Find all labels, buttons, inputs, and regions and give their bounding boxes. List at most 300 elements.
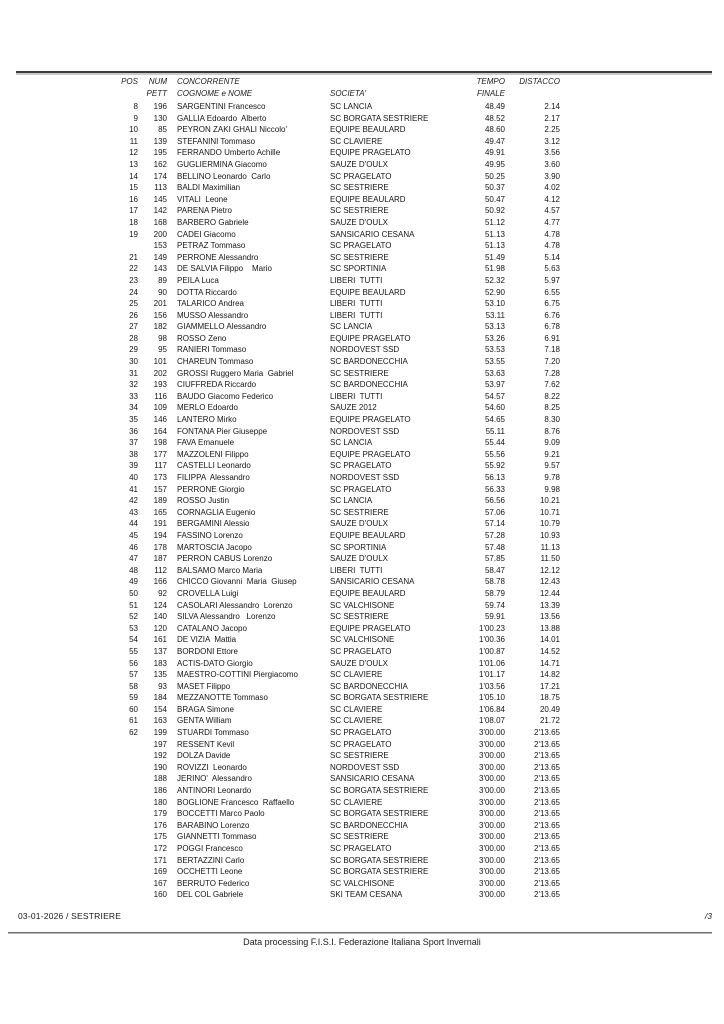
cell-final-time: 3'00.00 bbox=[479, 774, 505, 784]
cell-position: 31 bbox=[129, 368, 138, 378]
cell-athlete-name: FASSINO Lorenzo bbox=[177, 530, 243, 540]
cell-club: SAUZE D'OULX bbox=[330, 658, 388, 668]
cell-final-time: 54.57 bbox=[484, 391, 505, 401]
table-row bbox=[18, 136, 710, 148]
cell-bib-number: 85 bbox=[158, 125, 167, 135]
cell-bib-number: 93 bbox=[158, 681, 167, 691]
cell-athlete-name: MAESTRO-COTTINI Piergiacomo bbox=[177, 670, 298, 680]
cell-club: SC SESTRIERE bbox=[330, 368, 389, 378]
cell-bib-number: 179 bbox=[153, 809, 167, 819]
table-row bbox=[18, 855, 710, 867]
cell-bib-number: 173 bbox=[153, 473, 167, 482]
cell-athlete-name: BELLINO Leonardo Carlo bbox=[177, 171, 271, 181]
cell-final-time: 50.25 bbox=[484, 171, 505, 181]
cell-club: SC LANCIA bbox=[330, 438, 373, 448]
cell-gap: 9.09 bbox=[544, 438, 560, 448]
cell-bib-number: 192 bbox=[153, 751, 167, 761]
cell-athlete-name: PARENA Pietro bbox=[177, 206, 232, 216]
table-row bbox=[18, 866, 710, 878]
cell-athlete-name: MASET Filippo bbox=[177, 681, 231, 691]
cell-position: 19 bbox=[129, 229, 138, 239]
cell-athlete-name: CASTELLI Leonardo bbox=[177, 461, 251, 471]
cell-gap: 4.57 bbox=[544, 206, 560, 216]
cell-athlete-name: BAUDO Giacomo Federico bbox=[177, 391, 274, 401]
cell-position: 30 bbox=[129, 357, 138, 367]
cell-gap: 2'13.65 bbox=[534, 855, 560, 865]
table-row bbox=[18, 611, 710, 623]
results-rows bbox=[18, 101, 710, 901]
table-row bbox=[18, 472, 710, 484]
cell-athlete-name: CHICCO Giovanni Maria Giusep bbox=[177, 577, 297, 587]
cell-bib-number: 165 bbox=[153, 507, 167, 517]
cell-final-time: 51.13 bbox=[484, 241, 505, 251]
cell-position: 11 bbox=[129, 136, 138, 146]
cell-position: 46 bbox=[129, 542, 138, 552]
cell-final-time: 1'08.07 bbox=[479, 716, 505, 726]
cell-bib-number: 163 bbox=[153, 716, 167, 726]
cell-club: SC BORGATA SESTRIERE bbox=[330, 786, 429, 796]
cell-club: SC PRAGELATO bbox=[330, 646, 392, 656]
cell-position bbox=[18, 773, 138, 785]
cell-final-time: 1'00.23 bbox=[479, 623, 505, 633]
cell-final-time: 3'00.00 bbox=[479, 867, 505, 877]
cell-club: NORDOVEST SSD bbox=[330, 426, 400, 436]
cell-athlete-name: GIANNETTI Tommaso bbox=[177, 832, 257, 842]
cell-final-time: 3'00.00 bbox=[479, 855, 505, 865]
cell-athlete-name: GIAMMELLO Alessandro bbox=[177, 322, 267, 332]
cell-bib-number: 172 bbox=[153, 844, 167, 853]
header-concorrente: CONCORRENTE bbox=[177, 77, 240, 86]
cell-final-time: 49.95 bbox=[484, 159, 505, 169]
cell-gap: 3.12 bbox=[544, 136, 560, 146]
cell-club: SAUZE 2012 bbox=[330, 403, 377, 413]
cell-position: 51 bbox=[129, 600, 138, 610]
cell-athlete-name: STEFANINI Tommaso bbox=[177, 136, 256, 146]
cell-position: 48 bbox=[129, 565, 138, 575]
cell-position bbox=[18, 785, 138, 797]
cell-gap: 12.44 bbox=[539, 588, 560, 598]
cell-gap: 2'13.65 bbox=[534, 751, 560, 761]
cell-athlete-name: BORDONI Ettore bbox=[177, 646, 238, 656]
table-row bbox=[18, 449, 710, 461]
table-row bbox=[18, 321, 710, 333]
cell-club: SKI TEAM CESANA bbox=[330, 890, 403, 900]
cell-gap: 8.25 bbox=[544, 403, 560, 413]
cell-gap: 14.71 bbox=[539, 658, 560, 668]
cell-gap: 2'13.65 bbox=[534, 832, 560, 842]
results-table-header bbox=[18, 76, 710, 99]
cell-bib-number: 135 bbox=[153, 670, 167, 680]
cell-final-time: 3'00.00 bbox=[479, 820, 505, 830]
cell-gap: 5.14 bbox=[544, 252, 560, 262]
footer-page-number: /3 bbox=[704, 911, 712, 921]
cell-gap: 6.75 bbox=[544, 299, 560, 309]
cell-position: 38 bbox=[129, 449, 138, 459]
table-row bbox=[18, 576, 710, 588]
cell-club: SC CLAVIERE bbox=[330, 797, 383, 807]
footer-data-processing: Data processing F.I.S.I. Federazione Italiana Sport Invernali bbox=[243, 937, 481, 947]
cell-gap: 7.20 bbox=[544, 357, 560, 367]
cell-position: 59 bbox=[129, 693, 138, 703]
cell-gap: 4.78 bbox=[544, 241, 560, 251]
cell-gap: 4.77 bbox=[544, 217, 560, 227]
cell-club: SC CLAVIERE bbox=[330, 704, 383, 714]
table-row bbox=[18, 530, 710, 542]
cell-athlete-name: CATALANO Jacopo bbox=[177, 623, 247, 633]
cell-bib-number: 164 bbox=[153, 426, 167, 436]
cell-athlete-name: SILVA Alessandro Lorenzo bbox=[177, 612, 276, 622]
cell-bib-number: 89 bbox=[158, 275, 167, 285]
cell-gap: 4.12 bbox=[544, 194, 560, 204]
cell-bib-number: 113 bbox=[154, 183, 167, 193]
cell-club: SC PRAGELATO bbox=[330, 241, 392, 251]
cell-position bbox=[18, 843, 138, 855]
cell-athlete-name: MERLO Edoardo bbox=[177, 403, 238, 413]
cell-athlete-name: FILIPPA Alessandro bbox=[177, 473, 250, 482]
cell-athlete-name: OCCHETTI Leone bbox=[177, 867, 243, 877]
cell-bib-number: 120 bbox=[153, 623, 167, 633]
cell-final-time: 59.74 bbox=[484, 600, 505, 610]
table-row bbox=[18, 147, 710, 159]
header-spacer bbox=[330, 76, 460, 88]
table-row bbox=[18, 194, 710, 206]
cell-position bbox=[18, 750, 138, 762]
cell-bib-number: 200 bbox=[153, 229, 167, 239]
cell-bib-number: 160 bbox=[153, 890, 167, 900]
cell-final-time: 49.47 bbox=[484, 136, 505, 146]
table-row bbox=[18, 634, 710, 646]
cell-bib-number: 143 bbox=[153, 264, 167, 274]
cell-final-time: 51.13 bbox=[484, 229, 505, 239]
table-row bbox=[18, 588, 710, 600]
table-row bbox=[18, 205, 710, 217]
table-row bbox=[18, 426, 710, 438]
cell-athlete-name: DOTTA Riccardo bbox=[177, 287, 237, 297]
cell-athlete-name: STUARDI Tommaso bbox=[177, 728, 249, 738]
cell-position: 42 bbox=[129, 496, 138, 506]
cell-athlete-name: ANTINORI Leonardo bbox=[177, 786, 252, 796]
table-row bbox=[18, 507, 710, 519]
cell-club: SC SESTRIERE bbox=[330, 252, 389, 262]
cell-gap: 18.75 bbox=[539, 693, 560, 703]
cell-final-time: 53.10 bbox=[484, 299, 505, 309]
cell-gap: 11.13 bbox=[540, 542, 560, 552]
table-row bbox=[18, 113, 710, 125]
cell-club: SC SESTRIERE bbox=[330, 507, 389, 517]
cell-club: LIBERI TUTTI bbox=[330, 275, 383, 285]
cell-athlete-name: LANTERO Mirko bbox=[177, 415, 237, 425]
cell-gap: 9.21 bbox=[544, 449, 560, 459]
cell-athlete-name: PERRONE Alessandro bbox=[177, 252, 259, 262]
cell-club: SC SESTRIERE bbox=[330, 612, 389, 622]
cell-final-time: 48.49 bbox=[484, 102, 505, 111]
cell-position: 57 bbox=[129, 670, 138, 680]
cell-position bbox=[18, 240, 138, 252]
cell-club: SC CLAVIERE bbox=[330, 670, 383, 680]
table-row bbox=[18, 831, 710, 843]
header-row-2 bbox=[18, 88, 710, 100]
cell-club: EQUIPE PRAGELATO bbox=[330, 623, 411, 633]
cell-club: EQUIPE BEAULARD bbox=[330, 530, 406, 540]
cell-bib-number: 190 bbox=[153, 762, 167, 772]
table-row bbox=[18, 229, 710, 241]
header-pett: PETT bbox=[146, 88, 167, 98]
cell-athlete-name: ROSSO Justin bbox=[177, 496, 230, 506]
cell-athlete-name: PETRAZ Tommaso bbox=[177, 241, 246, 251]
cell-gap: 8.22 bbox=[544, 391, 560, 401]
cell-athlete-name: DEL COL Gabriele bbox=[177, 890, 244, 900]
cell-athlete-name: CROVELLA Luigi bbox=[177, 588, 239, 598]
cell-final-time: 55.92 bbox=[484, 461, 505, 471]
cell-position: 32 bbox=[129, 380, 138, 390]
table-row bbox=[18, 785, 710, 797]
cell-final-time: 3'00.00 bbox=[479, 797, 505, 807]
cell-bib-number: 202 bbox=[153, 368, 167, 378]
cell-bib-number: 171 bbox=[153, 855, 167, 865]
cell-final-time: 3'00.00 bbox=[479, 890, 505, 900]
cell-gap: 2'13.65 bbox=[534, 809, 560, 819]
cell-position: 21 bbox=[129, 252, 138, 262]
table-row bbox=[18, 414, 710, 426]
cell-athlete-name: DOLZA Davide bbox=[177, 751, 231, 761]
cell-athlete-name: CORNAGLIA Eugenio bbox=[177, 507, 256, 517]
table-row bbox=[18, 843, 710, 855]
cell-athlete-name: GALLIA Edoardo Alberto bbox=[177, 113, 267, 123]
table-row bbox=[18, 820, 710, 832]
cell-gap: 9.57 bbox=[544, 461, 560, 471]
cell-bib-number: 194 bbox=[153, 530, 167, 540]
cell-bib-number: 112 bbox=[154, 565, 167, 575]
cell-final-time: 3'00.00 bbox=[479, 878, 505, 888]
cell-gap: 6.78 bbox=[544, 322, 560, 332]
table-row bbox=[18, 402, 710, 414]
cell-position bbox=[18, 797, 138, 809]
cell-bib-number: 184 bbox=[153, 693, 167, 703]
cell-club: SC BORGATA SESTRIERE bbox=[330, 693, 429, 703]
cell-athlete-name: MEZZANOTTE Tommaso bbox=[177, 693, 268, 703]
cell-final-time: 54.65 bbox=[484, 415, 505, 425]
cell-gap: 10.93 bbox=[539, 530, 560, 540]
cell-gap: 10.21 bbox=[539, 496, 560, 506]
header-cognome-nome: COGNOME e NOME bbox=[177, 88, 253, 98]
cell-club: LIBERI TUTTI bbox=[330, 565, 383, 575]
cell-athlete-name: BARABINO Lorenzo bbox=[177, 820, 250, 830]
cell-gap: 2'13.65 bbox=[534, 820, 560, 830]
cell-athlete-name: CASOLARI Alessandro Lorenzo bbox=[177, 600, 293, 610]
cell-bib-number: 146 bbox=[153, 415, 167, 425]
cell-gap: 17.21 bbox=[539, 681, 560, 691]
table-row bbox=[18, 623, 710, 635]
cell-club: LIBERI TUTTI bbox=[330, 299, 383, 309]
cell-club: SC SESTRIERE bbox=[330, 206, 389, 216]
cell-athlete-name: MARTOSCIA Jacopo bbox=[177, 542, 252, 552]
cell-final-time: 57.85 bbox=[484, 554, 505, 564]
cell-bib-number: 149 bbox=[153, 252, 167, 262]
cell-gap: 10.71 bbox=[539, 507, 560, 517]
cell-club: SC VALCHISONE bbox=[330, 600, 395, 610]
cell-position: 56 bbox=[129, 658, 138, 668]
cell-club: SC VALCHISONE bbox=[330, 878, 395, 888]
cell-final-time: 3'00.00 bbox=[479, 809, 505, 819]
table-row bbox=[18, 310, 710, 322]
table-row bbox=[18, 681, 710, 693]
cell-club: NORDOVEST SSD bbox=[330, 473, 400, 482]
cell-club: SC BARDONECCHIA bbox=[330, 820, 408, 830]
table-row bbox=[18, 379, 710, 391]
cell-athlete-name: FONTANA Pier Giuseppe bbox=[177, 426, 268, 436]
cell-gap: 4.02 bbox=[544, 183, 560, 193]
cell-gap: 2'13.65 bbox=[534, 797, 560, 807]
cell-club: SC BORGATA SESTRIERE bbox=[330, 113, 429, 123]
cell-bib-number: 176 bbox=[153, 820, 167, 830]
table-row bbox=[18, 600, 710, 612]
header-pos: POS bbox=[121, 77, 138, 86]
cell-gap: 6.55 bbox=[544, 287, 560, 297]
cell-position: 8 bbox=[133, 102, 138, 111]
cell-position bbox=[18, 855, 138, 867]
cell-position: 52 bbox=[129, 612, 138, 622]
cell-bib-number: 145 bbox=[153, 194, 167, 204]
cell-position: 16 bbox=[129, 194, 138, 204]
cell-bib-number: 109 bbox=[153, 403, 167, 413]
cell-athlete-name: TALARICO Andrea bbox=[177, 299, 244, 309]
cell-club: SC PRAGELATO bbox=[330, 461, 392, 471]
cell-gap: 2'13.65 bbox=[534, 867, 560, 877]
cell-position: 41 bbox=[129, 484, 138, 494]
cell-gap: 11.50 bbox=[540, 554, 560, 564]
cell-club: EQUIPE PRAGELATO bbox=[330, 449, 411, 459]
cell-bib-number: 154 bbox=[153, 704, 167, 714]
cell-final-time: 53.97 bbox=[484, 380, 505, 390]
cell-gap: 2'13.65 bbox=[534, 728, 560, 738]
cell-bib-number: 199 bbox=[153, 728, 167, 738]
cell-club: SAUZE D'OULX bbox=[330, 519, 388, 529]
cell-bib-number: 156 bbox=[153, 310, 167, 320]
cell-final-time: 53.55 bbox=[484, 357, 505, 367]
cell-gap: 10.79 bbox=[539, 519, 560, 529]
cell-gap: 2'13.65 bbox=[534, 878, 560, 888]
cell-bib-number: 177 bbox=[153, 449, 167, 459]
cell-final-time: 1'01.06 bbox=[479, 658, 505, 668]
cell-position bbox=[18, 878, 138, 890]
cell-position bbox=[18, 762, 138, 774]
cell-athlete-name: GUGLIERMINA Giacomo bbox=[177, 159, 267, 169]
cell-club: SC BARDONECCHIA bbox=[330, 380, 408, 390]
cell-position: 10 bbox=[129, 125, 138, 135]
cell-position: 36 bbox=[129, 426, 138, 436]
table-row bbox=[18, 437, 710, 449]
cell-position: 18 bbox=[129, 217, 138, 227]
cell-gap: 8.76 bbox=[544, 426, 560, 436]
cell-position: 35 bbox=[129, 415, 138, 425]
cell-gap: 12.12 bbox=[539, 565, 560, 575]
cell-bib-number: 169 bbox=[153, 867, 167, 877]
table-row bbox=[18, 518, 710, 530]
cell-position: 44 bbox=[129, 519, 138, 529]
header-num: NUM bbox=[148, 77, 167, 86]
cell-final-time: 48.60 bbox=[484, 125, 505, 135]
cell-athlete-name: GROSSI Ruggero Maria Gabriel bbox=[177, 368, 294, 378]
cell-position bbox=[18, 866, 138, 878]
table-row bbox=[18, 878, 710, 890]
cell-gap: 2'13.65 bbox=[534, 774, 560, 784]
cell-club: SAUZE D'OULX bbox=[330, 554, 388, 564]
cell-position: 28 bbox=[129, 333, 138, 343]
cell-final-time: 50.37 bbox=[484, 183, 505, 193]
cell-gap: 21.72 bbox=[539, 716, 560, 726]
header-tempo: TEMPO bbox=[476, 77, 505, 86]
cell-club: SC SESTRIERE bbox=[330, 183, 389, 193]
cell-bib-number: 201 bbox=[153, 299, 167, 309]
cell-final-time: 50.47 bbox=[484, 194, 505, 204]
cell-gap: 2.14 bbox=[544, 102, 560, 111]
cell-final-time: 3'00.00 bbox=[479, 728, 505, 738]
cell-position: 50 bbox=[129, 588, 138, 598]
cell-position: 27 bbox=[129, 322, 138, 332]
cell-final-time: 51.12 bbox=[484, 217, 505, 227]
table-row bbox=[18, 171, 710, 183]
cell-gap: 7.18 bbox=[544, 345, 560, 355]
cell-bib-number: 139 bbox=[153, 136, 167, 146]
cell-final-time: 52.32 bbox=[484, 275, 505, 285]
table-row bbox=[18, 124, 710, 136]
table-row bbox=[18, 646, 710, 658]
cell-athlete-name: BERRUTO Federico bbox=[177, 878, 250, 888]
table-row bbox=[18, 159, 710, 171]
table-row bbox=[18, 669, 710, 681]
cell-club: SC LANCIA bbox=[330, 496, 373, 506]
cell-bib-number: 188 bbox=[153, 774, 167, 784]
cell-gap: 2'13.65 bbox=[534, 762, 560, 772]
cell-gap: 5.63 bbox=[544, 264, 560, 274]
cell-gap: 2'13.65 bbox=[534, 786, 560, 796]
cell-final-time: 56.33 bbox=[484, 484, 505, 494]
cell-club: SC BORGATA SESTRIERE bbox=[330, 855, 429, 865]
table-row bbox=[18, 460, 710, 472]
cell-bib-number: 174 bbox=[153, 171, 167, 181]
cell-bib-number: 95 bbox=[158, 345, 167, 355]
cell-club: SC PRAGELATO bbox=[330, 739, 392, 749]
cell-position: 34 bbox=[129, 403, 138, 413]
cell-final-time: 58.78 bbox=[484, 577, 505, 587]
cell-final-time: 3'00.00 bbox=[479, 751, 505, 761]
cell-position: 17 bbox=[129, 206, 138, 216]
cell-bib-number: 186 bbox=[153, 786, 167, 796]
cell-final-time: 48.52 bbox=[484, 113, 505, 123]
cell-athlete-name: BALSAMO Marco Maria bbox=[177, 565, 263, 575]
cell-club: EQUIPE BEAULARD bbox=[330, 194, 406, 204]
table-row bbox=[18, 715, 710, 727]
cell-club: SANSICARIO CESANA bbox=[330, 577, 415, 587]
cell-athlete-name: BALDI Maximilian bbox=[177, 183, 241, 193]
cell-final-time: 3'00.00 bbox=[479, 786, 505, 796]
cell-athlete-name: BOGLIONE Francesco Raffaello bbox=[177, 797, 295, 807]
cell-position: 37 bbox=[129, 438, 138, 448]
cell-club: SANSICARIO CESANA bbox=[330, 229, 415, 239]
cell-club: EQUIPE BEAULARD bbox=[330, 588, 406, 598]
cell-bib-number: 182 bbox=[153, 322, 167, 332]
cell-final-time: 52.90 bbox=[484, 287, 505, 297]
cell-gap: 13.88 bbox=[539, 623, 560, 633]
cell-athlete-name: MUSSO Alessandro bbox=[177, 310, 249, 320]
table-row bbox=[18, 240, 710, 252]
cell-gap: 2'13.65 bbox=[534, 890, 560, 900]
cell-gap: 7.62 bbox=[544, 380, 560, 390]
cell-position: 25 bbox=[129, 299, 138, 309]
header-distacco: DISTACCO bbox=[519, 77, 560, 86]
cell-club: SC LANCIA bbox=[330, 102, 373, 111]
cell-final-time: 59.91 bbox=[484, 612, 505, 622]
